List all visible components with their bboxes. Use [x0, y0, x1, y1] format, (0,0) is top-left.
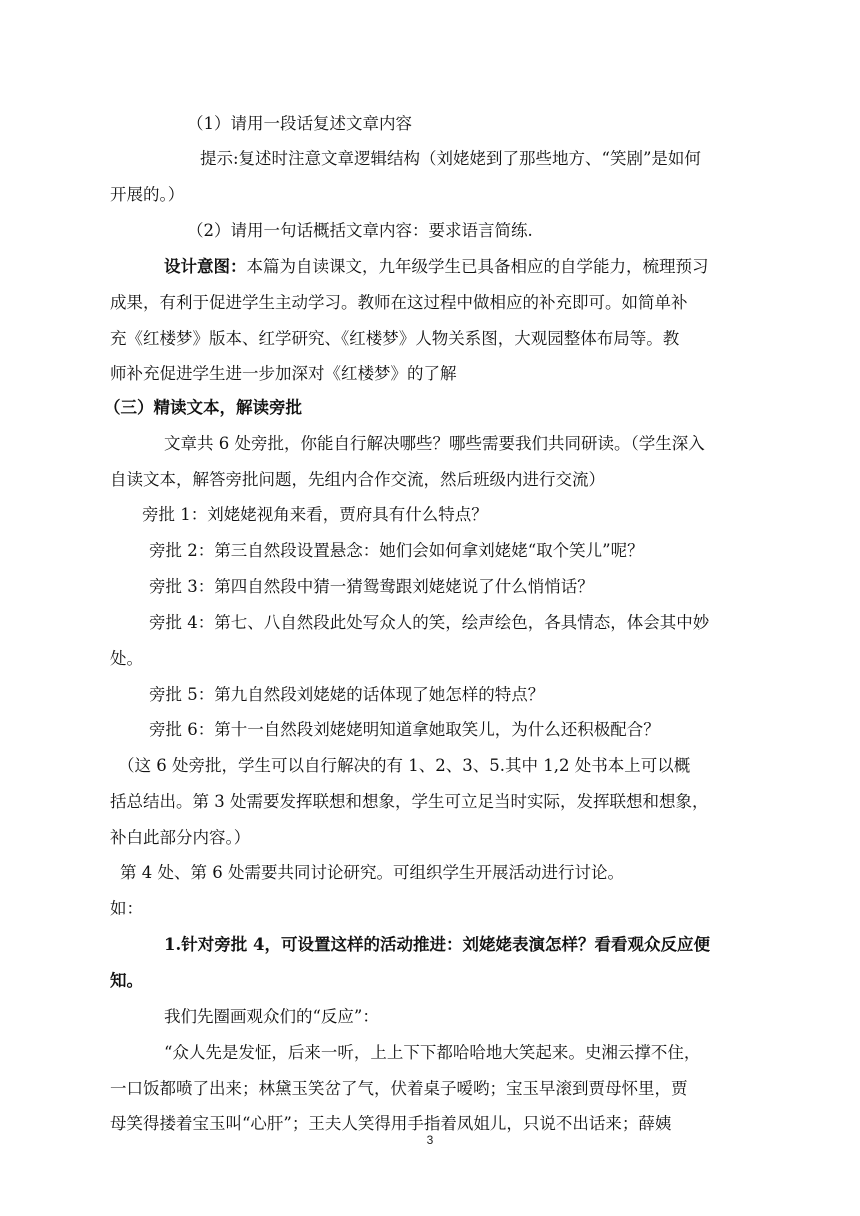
text-line: 师补充促进学生进一步加深对《红楼梦》的了解 [110, 364, 457, 383]
text-line: 提示:复述时注意文章逻辑结构（刘姥姥到了那些地方、“笑剧”是如何 [200, 149, 701, 168]
text-line: 括总结出。第 3 处需要发挥联想和想象，学生可立足当时实际，发挥联想和想象， [110, 792, 709, 811]
text-line: 文章共 6 处旁批，你能自行解决哪些？哪些需要我们共同研读。（学生深入 [164, 434, 705, 453]
page-number: 3 [426, 1133, 434, 1147]
text-line: （2）请用一句话概括文章内容：要求语言简练. [187, 221, 533, 240]
quote-line: 一口饭都喷了出来；林黛玉笑岔了气，伏着桌子嗳哟；宝玉早滚到贾母怀里，贾 [110, 1079, 688, 1098]
text-line: 充《红楼梦》版本、红学研究、《红楼梦》人物关系图，大观园整体布局等。教 [110, 329, 680, 348]
text-line: 补白此部分内容。） [110, 828, 251, 847]
annotation-item: 旁批 6：第十一自然段刘姥姥明知道拿她取笑儿，为什么还积极配合？ [149, 720, 660, 739]
annotation-item: 旁批 5：第九自然段刘姥姥的话体现了她怎样的特点？ [149, 685, 545, 704]
design-intent-label: 设计意图： [164, 257, 247, 276]
quote-line: “众人先是发怔，后来一听，上上下下都哈哈地大笑起来。史湘云撑不住， [164, 1043, 701, 1062]
annotation-item: 旁批 2：第三自然段设置悬念：她们会如何拿刘姥姥“取个笑儿”呢？ [149, 541, 644, 560]
design-intent-text: 本篇为自读课文，九年级学生已具备相应的自学能力，梳理预习 [246, 257, 709, 276]
text-line: 第 4 处、第 6 处需要共同讨论研究。可组织学生开展活动进行讨论。 [120, 863, 624, 882]
text-line: 成果，有利于促进学生主动学习。教师在这过程中做相应的补充即可。如简单补 [110, 293, 688, 312]
activity-heading-cont: 知。 [110, 971, 143, 990]
text-line: 如： [110, 899, 143, 918]
text-line: 开展的。） [110, 185, 185, 204]
annotation-item: 旁批 1：刘姥姥视角来看，贾府具有什么特点？ [142, 505, 488, 524]
quote-line: 母笑得搂着宝玉叫“心肝”；王夫人笑得用手指着凤姐儿，只说不出话来；薛姨 [110, 1114, 672, 1133]
section-heading: （三）精读文本，解读旁批 [104, 398, 302, 417]
text-line: 自读文本，解答旁批问题，先组内合作交流，然后班级内进行交流） [110, 470, 605, 489]
text-line: （这 6 处旁批，学生可以自行解决的有 1、2、3、5.其中 1,2 处书本上可以概 [118, 756, 691, 775]
annotation-item: 旁批 4：第七、八自然段此处写众人的笑，绘声绘色，各具情态，体会其中妙 [149, 613, 710, 632]
text-line: （1）请用一段话复述文章内容 [187, 114, 412, 133]
annotation-item: 旁批 3：第四自然段中猜一猜鸳鸯跟刘姥姥说了什么悄悄话？ [149, 577, 594, 596]
text-line: 处。 [110, 649, 143, 668]
activity-heading: 1.针对旁批 4，可设置这样的活动推进：刘姥姥表演怎样？看看观众反应便 [164, 935, 710, 954]
text-line: 我们先圈画观众们的“反应”： [164, 1007, 379, 1026]
text-line [164, 257, 709, 277]
